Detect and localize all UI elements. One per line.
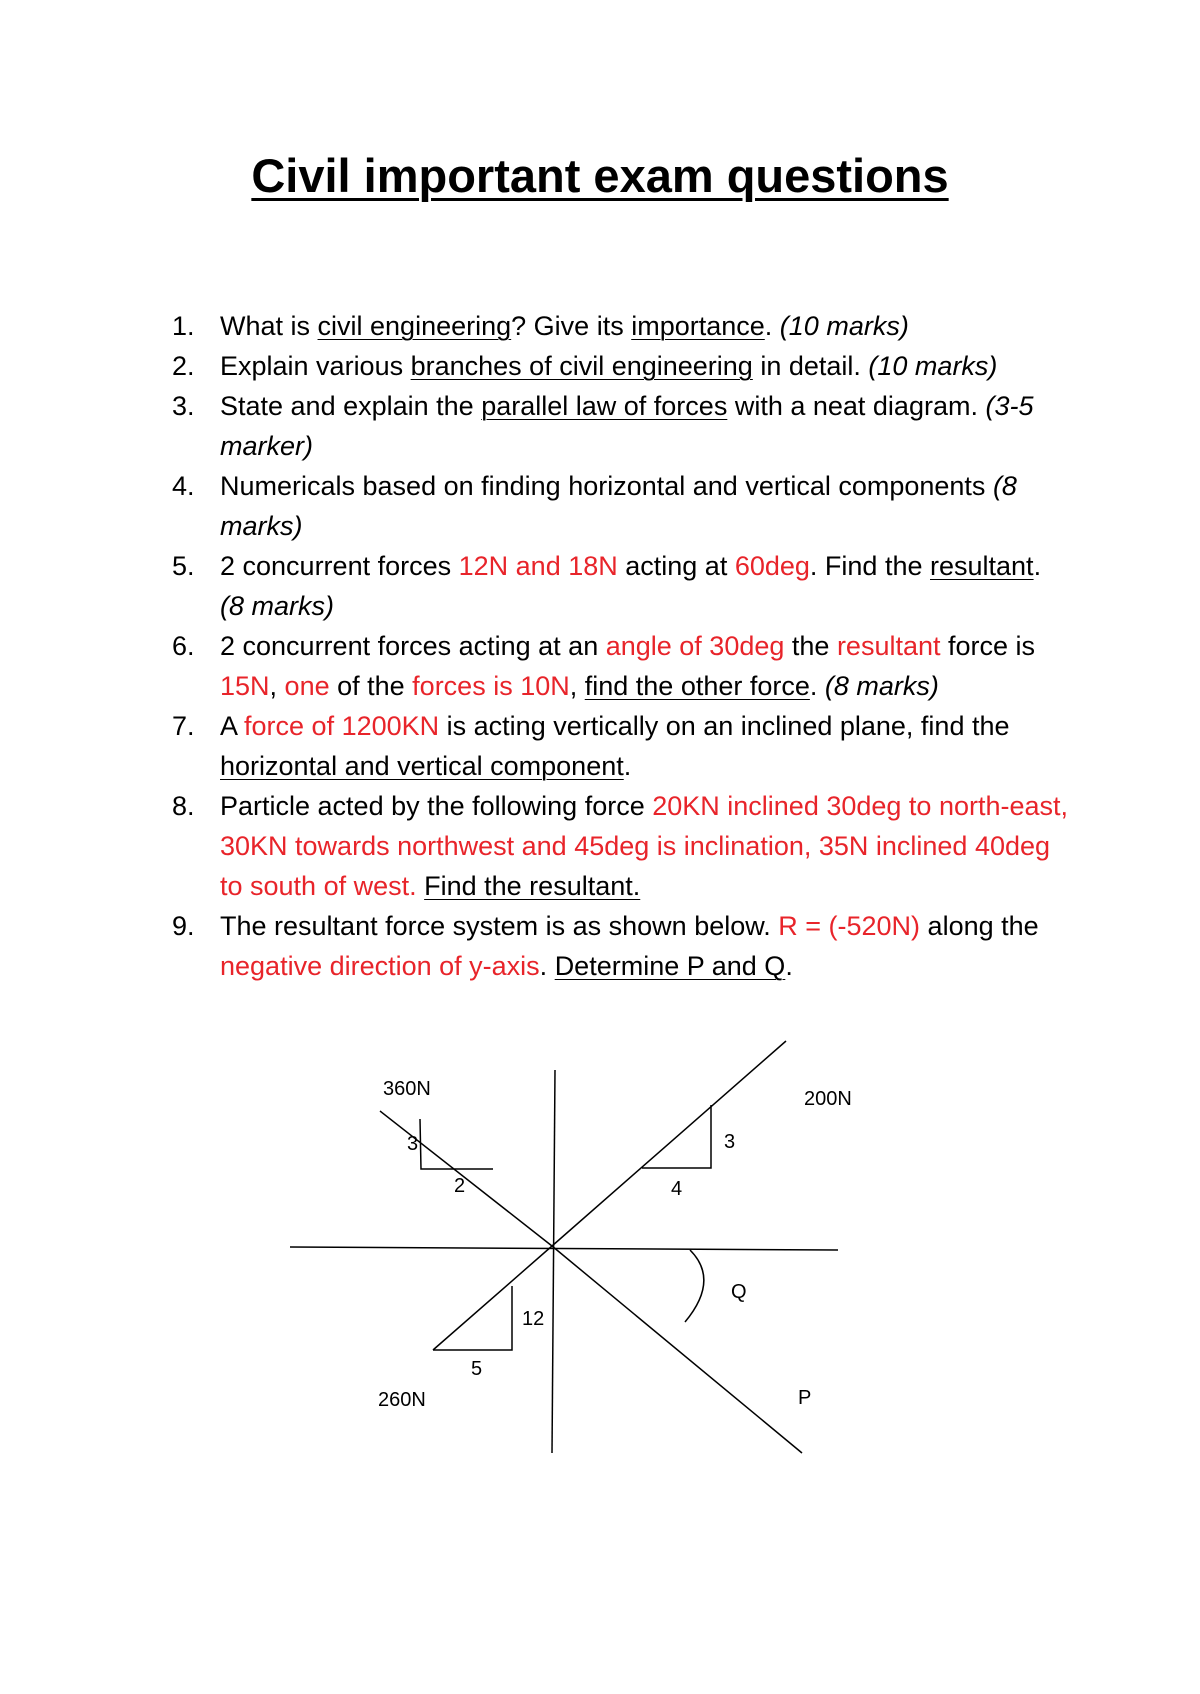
question-text: 2 concurrent forces acting at an bbox=[220, 631, 606, 661]
highlighted-text: forces is 10N bbox=[412, 671, 570, 701]
question-text: . bbox=[1033, 551, 1042, 581]
highlighted-text: angle of 30deg bbox=[605, 631, 785, 661]
tri-260n-horizontal: 5 bbox=[471, 1358, 483, 1380]
marks-note: (10 marks) bbox=[779, 311, 909, 341]
question-text: The resultant force system is as shown below. bbox=[220, 911, 779, 941]
highlighted-text: resultant bbox=[836, 631, 941, 661]
question-text: , bbox=[269, 671, 285, 701]
label-200n: 200N bbox=[804, 1088, 852, 1110]
question-number: 8. bbox=[172, 791, 195, 821]
highlighted-text: 60deg bbox=[734, 551, 810, 581]
question-text: acting at bbox=[617, 551, 735, 581]
question-number: 4. bbox=[172, 471, 195, 501]
question-text: is acting vertically on an inclined plane, find the bbox=[439, 711, 1010, 741]
question-item bbox=[172, 786, 1072, 906]
tri-260n-vertical: 12 bbox=[522, 1308, 545, 1330]
tri-200n-horizontal: 4 bbox=[671, 1178, 683, 1200]
question-item bbox=[172, 386, 1072, 466]
question-text: . bbox=[539, 951, 555, 981]
force-line-260n bbox=[433, 1246, 552, 1350]
angle-arc-q bbox=[685, 1250, 704, 1322]
force-diagram bbox=[290, 1078, 870, 1530]
key-term: resultant bbox=[930, 551, 1034, 581]
question-text: State and explain the bbox=[220, 391, 482, 421]
question-item bbox=[172, 466, 1072, 546]
question-number: 9. bbox=[172, 911, 195, 941]
question-number: 5. bbox=[172, 551, 195, 581]
question-number: 1. bbox=[172, 311, 195, 341]
slope-triangle-360n bbox=[420, 1119, 493, 1169]
question-number: 6. bbox=[172, 631, 195, 661]
question-item bbox=[172, 546, 1072, 626]
question-text: . bbox=[785, 951, 793, 981]
marks-note: (8 marks) bbox=[220, 471, 1017, 541]
highlighted-text: one bbox=[284, 671, 330, 701]
highlighted-text: R = (-520N) bbox=[778, 911, 921, 941]
y-axis bbox=[552, 1070, 555, 1453]
question-item bbox=[172, 906, 1072, 986]
question-item bbox=[172, 626, 1072, 706]
key-term: horizontal and vertical component bbox=[220, 751, 624, 781]
question-list bbox=[172, 306, 1072, 986]
marks-note: (3-5 marker) bbox=[220, 391, 1034, 461]
question-text: . Find the bbox=[809, 551, 930, 581]
question-text: Numericals based on finding horizontal and vertical components bbox=[220, 471, 993, 501]
question-text: in detail. bbox=[752, 351, 869, 381]
question-text: the bbox=[784, 631, 837, 661]
question-text: , bbox=[569, 671, 585, 701]
marks-note: (10 marks) bbox=[868, 351, 998, 381]
key-term: branches of civil engineering bbox=[410, 351, 753, 381]
highlighted-text: force of 1200KN bbox=[244, 711, 440, 741]
question-item bbox=[172, 346, 1072, 386]
question-text: 2 concurrent forces bbox=[220, 551, 459, 581]
question-number: 3. bbox=[172, 391, 195, 421]
key-term: find the other force bbox=[584, 671, 810, 701]
question-text: of the bbox=[329, 671, 413, 701]
label-p: P bbox=[798, 1387, 812, 1409]
key-term: civil engineering bbox=[317, 311, 512, 341]
question-number: 2. bbox=[172, 351, 195, 381]
question-text bbox=[417, 871, 425, 901]
label-360n: 360N bbox=[383, 1078, 431, 1100]
force-line-200n bbox=[552, 1041, 786, 1246]
force-line-360n bbox=[380, 1111, 552, 1246]
question-text: . bbox=[623, 751, 632, 781]
question-text: . bbox=[764, 311, 780, 341]
force-line-p bbox=[552, 1246, 802, 1453]
label-q: Q bbox=[731, 1281, 747, 1303]
key-term: parallel law of forces bbox=[481, 391, 728, 421]
key-term: Determine P and Q bbox=[554, 951, 786, 981]
question-number: 7. bbox=[172, 711, 195, 741]
highlighted-text: negative direction of y-axis bbox=[220, 951, 540, 981]
question-text: ? Give its bbox=[511, 311, 632, 341]
tri-360n-vertical: 3 bbox=[407, 1133, 419, 1155]
key-term: Find the resultant. bbox=[424, 871, 641, 901]
question-item bbox=[172, 706, 1072, 786]
highlighted-text: 15N bbox=[220, 671, 270, 701]
question-text: Particle acted by the following force bbox=[220, 791, 653, 821]
question-text: What is bbox=[220, 311, 318, 341]
highlighted-text: 20KN inclined 30deg to north-east, 30KN towards northwest and 45deg is inclination, 35N inclined 40deg to south of west. bbox=[220, 791, 1069, 901]
highlighted-text: 12N and 18N bbox=[458, 551, 618, 581]
key-term: importance bbox=[631, 311, 765, 341]
marks-note: (8 marks) bbox=[220, 591, 334, 621]
question-text: force is bbox=[940, 631, 1036, 661]
question-text: A bbox=[220, 711, 245, 741]
label-260n: 260N bbox=[378, 1389, 426, 1411]
marks-note: (8 marks) bbox=[824, 671, 939, 701]
question-text: Explain various bbox=[220, 351, 411, 381]
tri-360n-horizontal: 2 bbox=[454, 1175, 466, 1197]
question-text: with a neat diagram. bbox=[727, 391, 986, 421]
page-title: Civil important exam questions bbox=[251, 149, 949, 202]
question-text: . bbox=[809, 671, 825, 701]
question-text: along the bbox=[920, 911, 1039, 941]
question-item bbox=[172, 306, 1072, 346]
tri-200n-vertical: 3 bbox=[724, 1131, 736, 1153]
x-axis bbox=[290, 1247, 838, 1250]
